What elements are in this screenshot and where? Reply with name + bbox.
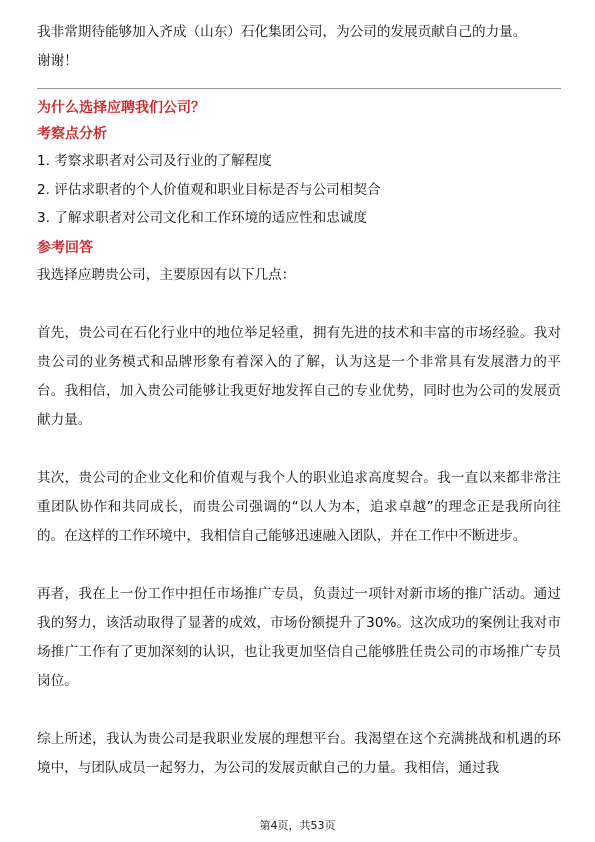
- paragraph-spacer: [37, 696, 561, 725]
- analysis-heading: 考察点分析: [37, 126, 107, 142]
- page-content: [37, 18, 561, 783]
- analysis-item: 3. 了解求职者对公司文化和工作环境的适应性和忠诚度: [37, 210, 367, 226]
- answer-paragraph: 其次，贵公司的企业文化和价值观与我个人的职业追求高度契合。我一直以来都非常注重团队协作和共同成长，而贵公司强调的“以人为本，追求卓越”的理念正是我所向往的。在这样的工作环境中，我相信自己能够迅速融入团队，并在工作中不断进步。: [37, 469, 561, 544]
- answer-heading: 参考回答: [37, 239, 93, 256]
- paragraph-spacer: [37, 435, 561, 464]
- page-number: 第4页，共53页: [259, 819, 336, 832]
- question-title: 为什么选择应聘我们公司？: [37, 100, 205, 116]
- section-divider: [37, 88, 561, 89]
- analysis-item: 2. 评估求职者的个人价值观和职业目标是否与公司相契合: [37, 181, 381, 198]
- answer-intro: 我选择应聘贵公司，主要原因有以下几点：: [37, 266, 296, 283]
- intro-line: 谢谢！: [37, 53, 78, 69]
- paragraph-spacer: [37, 290, 561, 319]
- paragraph-spacer: [37, 551, 561, 580]
- answer-paragraph: 首先，贵公司在石化行业中的地位举足轻重，拥有先进的技术和丰富的市场经验。我对贵公司的业务模式和品牌形象有着深入的了解，认为这是一个非常具有发展潜力的平台。我相信，加入贵公司能够让我更好地发挥自己的专业优势，同时也为公司的发展贡献力量。: [37, 324, 561, 428]
- intro-line: 我非常期待能够加入齐成（山东）石化集团公司，为公司的发展贡献自己的力量。: [37, 24, 527, 40]
- analysis-item: 1. 考察求职者对公司及行业的了解程度: [37, 153, 272, 169]
- answer-paragraph: 再者，我在上一份工作中担任市场推广专员，负责过一项针对新市场的推广活动。通过我的努力，该活动取得了显著的成效，市场份额提升了30%。这次成功的案例让我对市场推广工作有了更加深刻的认识，也让我更加坚信自己能够胜任贵公司的市场推广专员岗位。: [37, 585, 561, 689]
- answer-paragraph: 综上所述，我认为贵公司是我职业发展的理想平台。我渴望在这个充满挑战和机遇的环境中，与团队成员一起努力，为公司的发展贡献自己的力量。我相信，通过我: [37, 730, 561, 776]
